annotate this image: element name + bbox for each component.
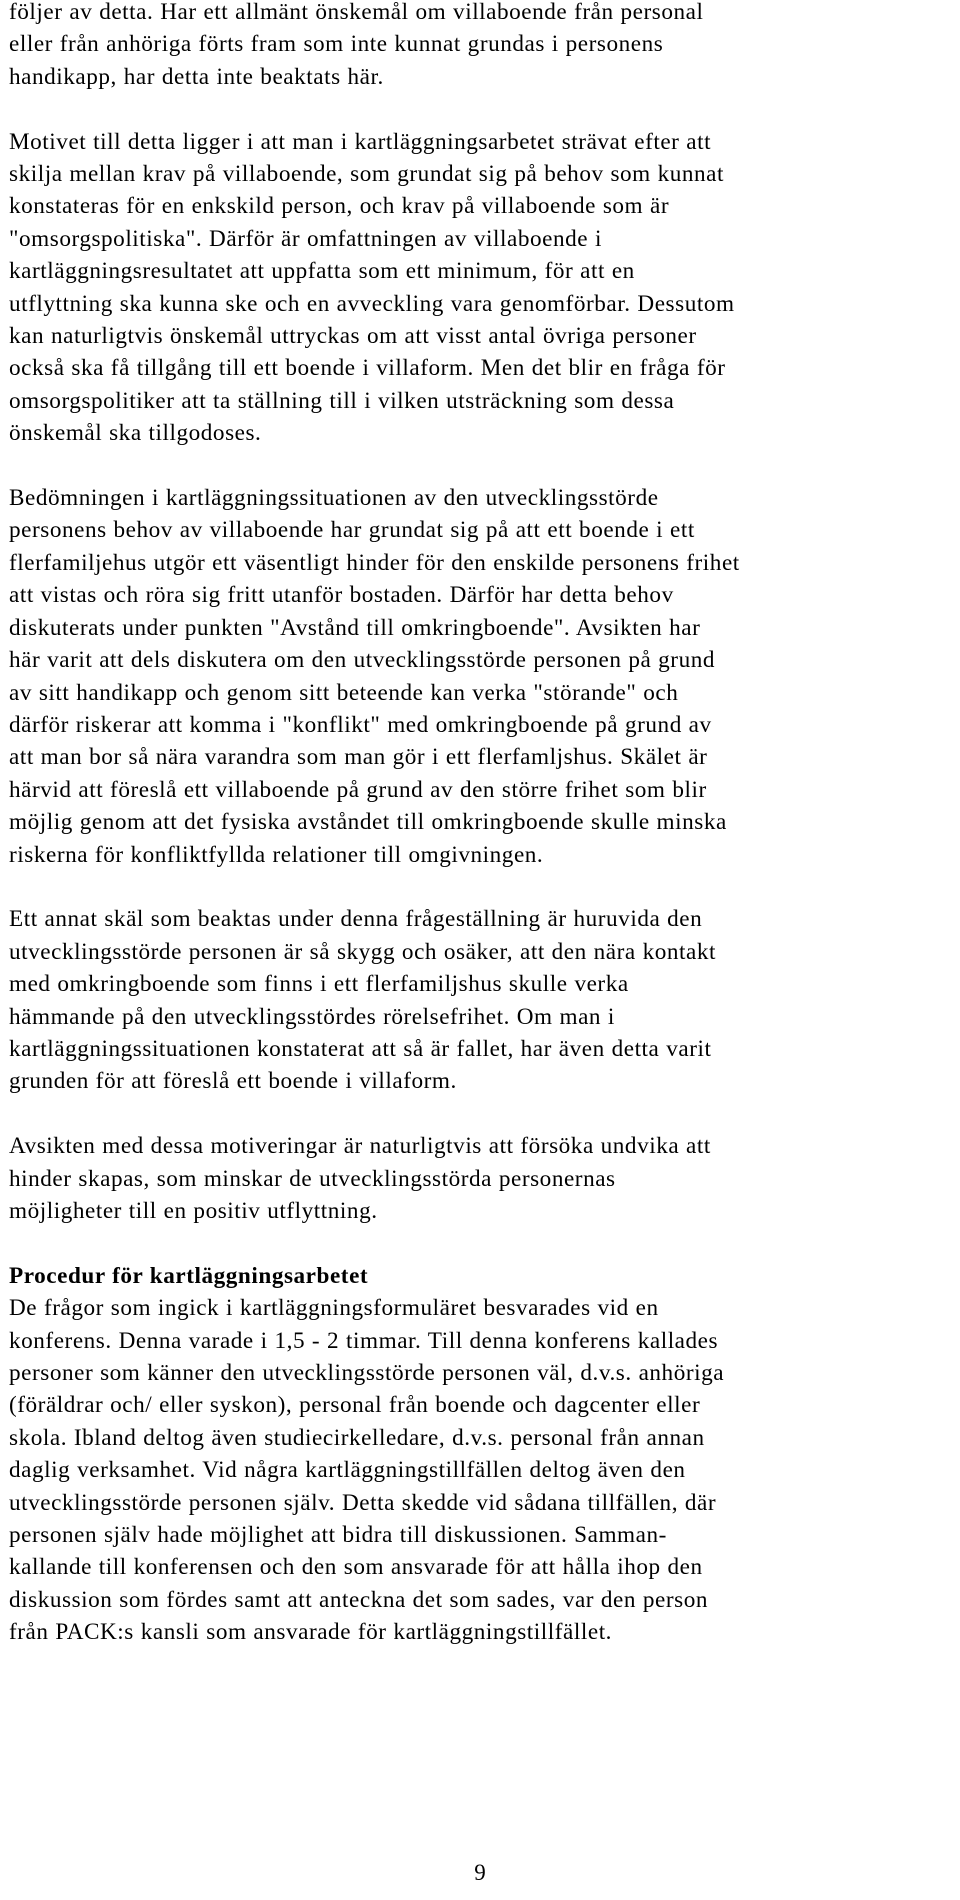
- text-line: De frågor som ingick i kartläggningsformuläret besvarades vid en: [9, 1295, 659, 1322]
- text-line: möjligheter till en positiv utflyttning.: [9, 1197, 378, 1224]
- text-line: härvid att föreslå ett villaboende på grund av den större frihet som blir: [9, 776, 707, 803]
- text-line: därför riskerar att komma i "konflikt" med omkringboende på grund av: [9, 711, 712, 738]
- text-line: Bedömningen i kartläggningssituationen av den utvecklingsstörde: [9, 485, 659, 512]
- text-line: omsorgspolitiker att ta ställning till i vilken utsträckning som dessa: [9, 387, 675, 414]
- text-line: kartläggningssituationen konstaterat att så är fallet, har även detta varit: [9, 1035, 712, 1062]
- text-line: att man bor så nära varandra som man gör i ett flerfamljshus. Skälet är: [9, 744, 708, 771]
- text-line: också ska få tillgång till ett boende i villaform. Men det blir en fråga för: [9, 355, 726, 382]
- text-line: med omkringboende som finns i ett flerfamiljshus skulle verka: [9, 971, 629, 998]
- text-line: personen själv hade möjlighet att bidra till diskussionen. Samman-: [9, 1522, 667, 1549]
- text-line: Ett annat skäl som beaktas under denna frågeställning är huruvida den: [9, 906, 703, 933]
- text-line: kan naturligtvis önskemål uttryckas om att visst antal övriga personer: [9, 323, 697, 350]
- text-line: hämmande på den utvecklingsstördes rörelsefrihet. Om man i: [9, 1003, 615, 1030]
- text-line: flerfamiljehus utgör ett väsentligt hinder för den enskilde personens frihet: [9, 549, 740, 576]
- text-line: hinder skapas, som minskar de utvecklingsstörda personernas: [9, 1165, 616, 1192]
- text-line: av sitt handikapp och genom sitt beteende kan verka "störande" och: [9, 679, 679, 706]
- text-line: att vistas och röra sig fritt utanför bostaden. Därför har detta behov: [9, 582, 674, 609]
- paragraph-gap: [9, 871, 954, 903]
- section-heading: Procedur för kartläggningsarbetet: [9, 1262, 369, 1289]
- text-line: diskuterats under punkten "Avstånd till omkringboende". Avsikten har: [9, 614, 701, 641]
- text-line: skola. Ibland deltog även studiecirkelledare, d.v.s. personal från annan: [9, 1424, 705, 1451]
- paragraph-gap: [9, 450, 954, 482]
- text-line: följer av detta. Har ett allmänt önskemål om villaboende från personal: [9, 0, 704, 25]
- text-line: utvecklingsstörde personen är så skygg och osäker, att den nära kontakt: [9, 938, 716, 965]
- text-line: Motivet till detta ligger i att man i kartläggningsarbetet strävat efter att: [9, 128, 712, 155]
- text-line: riskerna för konfliktfyllda relationer till omgivningen.: [9, 841, 544, 868]
- text-line: personens behov av villaboende har grundat sig på att ett boende i ett: [9, 517, 695, 544]
- section-procedure: [9, 1260, 954, 1649]
- text-line: kallande till konferensen och den som ansvarade för att hålla ihop den: [9, 1554, 703, 1581]
- paragraph-other-reason: [9, 903, 954, 1097]
- text-line: "omsorgspolitiska". Därför är omfattningen av villaboende i: [9, 225, 602, 252]
- text-line: konstateras för en enkskild person, och krav på villaboende som är: [9, 193, 670, 220]
- paragraph-gap: [9, 93, 954, 125]
- text-line: utvecklingsstörde personen själv. Detta skedde vid sådana tillfällen, där: [9, 1489, 717, 1516]
- document-page: [9, 0, 954, 1649]
- text-line: utflyttning ska kunna ske och en avveckling vara genomförbar. Dessutom: [9, 290, 735, 317]
- text-line: Avsikten med dessa motiveringar är naturligtvis att försöka undvika att: [9, 1133, 711, 1160]
- page-number: 9: [474, 1860, 486, 1885]
- paragraph-intent: [9, 1130, 954, 1227]
- text-line: personer som känner den utvecklingsstörde personen väl, d.v.s. anhöriga: [9, 1359, 725, 1386]
- text-line: grunden för att föreslå ett boende i villaform.: [9, 1068, 457, 1095]
- text-line: (föräldrar och/ eller syskon), personal från boende och dagcenter eller: [9, 1392, 701, 1419]
- paragraph-motive: [9, 126, 954, 450]
- text-line: möjlig genom att det fysiska avståndet till omkringboende skulle minska: [9, 809, 727, 836]
- text-line: kartläggningsresultatet att uppfatta som ett minimum, för att en: [9, 258, 635, 285]
- text-line: önskemål ska tillgodoses.: [9, 420, 262, 447]
- paragraph-assessment: [9, 482, 954, 871]
- text-line: diskussion som fördes samt att anteckna det som sades, var den person: [9, 1586, 709, 1613]
- text-line: daglig verksamhet. Vid några kartläggningstillfällen deltog även den: [9, 1457, 686, 1484]
- text-line: konferens. Denna varade i 1,5 - 2 timmar. Till denna konferens kallades: [9, 1327, 719, 1354]
- text-line: handikapp, har detta inte beaktats här.: [9, 63, 384, 90]
- text-line: skilja mellan krav på villaboende, som grundat sig på behov som kunnat: [9, 161, 725, 188]
- paragraph-gap: [9, 1098, 954, 1130]
- text-line: eller från anhöriga förts fram som inte kunnat grundas i personens: [9, 31, 664, 58]
- text-line: från PACK:s kansli som ansvarade för kartläggningstillfället.: [9, 1619, 613, 1646]
- paragraph-continuation: [9, 0, 954, 93]
- paragraph-gap: [9, 1227, 954, 1259]
- text-line: här varit att dels diskutera om den utvecklingsstörde personen på grund: [9, 647, 716, 674]
